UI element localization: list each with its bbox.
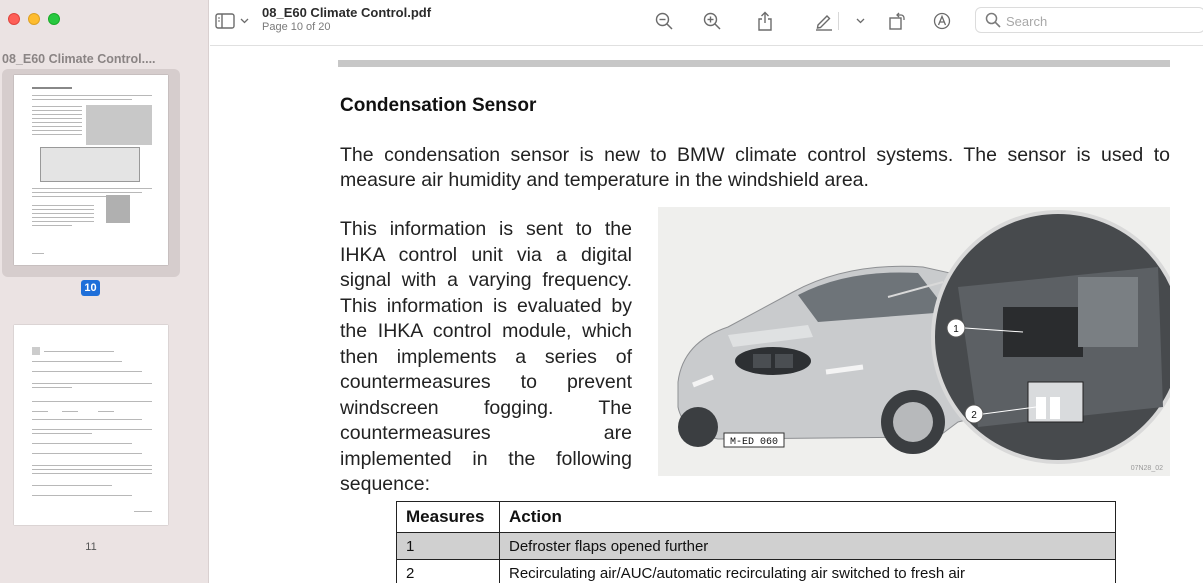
car-sensor-photo: [658, 207, 1170, 476]
page-thumbnail-10[interactable]: [14, 75, 168, 265]
search-input[interactable]: [1006, 12, 1196, 30]
measures-table: [396, 501, 1116, 583]
toolbar-divider: [838, 12, 839, 30]
table-cell-action: Recirculating air/AUC/automatic recirculating air switched to fresh air: [500, 560, 1116, 583]
table-cell-measure: 1: [397, 533, 500, 560]
figure-code: 07N28_02: [1130, 465, 1163, 472]
zoom-out-icon[interactable]: [653, 10, 675, 32]
sidebar-title: 08_E60 Climate Control....: [2, 52, 156, 66]
table-row: [397, 560, 1116, 583]
rotate-icon[interactable]: [886, 10, 908, 32]
sidebar-toggle-icon[interactable]: [214, 10, 236, 32]
license-plate-text: M-ED 060: [729, 437, 779, 448]
header-rule: [338, 60, 1170, 67]
page-number-label: 11: [85, 541, 97, 553]
table-header-action: Action: [500, 502, 1116, 533]
close-window-button[interactable]: [8, 13, 20, 25]
markup-chevron-down-icon[interactable]: [854, 10, 866, 32]
page-thumbnail-11[interactable]: [14, 325, 168, 525]
thumbnail-sidebar: [0, 0, 209, 583]
callout-1: 1: [953, 324, 959, 335]
chevron-down-icon[interactable]: [238, 10, 250, 32]
annotate-icon[interactable]: [931, 10, 953, 32]
table-header-row: [397, 502, 1116, 533]
share-icon[interactable]: [754, 10, 776, 32]
document-title: 08_E60 Climate Control.pdf: [262, 5, 432, 20]
minimize-window-button[interactable]: [28, 13, 40, 25]
body-paragraph: This information is sent to the IHKA control unit via a digital signal with a varying frequency. This information is evaluated by the IHKA control module, which then implements a series of countermeasures to prevent windscreen fogging. The countermeasures are implemented in the following sequence:: [340, 218, 632, 495]
zoom-in-icon[interactable]: [701, 10, 723, 32]
search-field[interactable]: [975, 7, 1203, 33]
table-cell-measure: 2: [397, 560, 500, 583]
page-number-badge-selected: 10: [81, 280, 100, 296]
zoom-window-button[interactable]: [48, 13, 60, 25]
section-heading: Condensation Sensor: [340, 95, 537, 116]
window-controls: [8, 13, 60, 25]
table-header-measures: Measures: [397, 502, 500, 533]
intro-paragraph: The condensation sensor is new to BMW climate control systems. The sensor is used to measure air humidity and temperature in the windshield area.: [340, 144, 1170, 191]
search-icon: [985, 12, 1001, 33]
callout-2: 2: [971, 410, 977, 421]
table-cell-action: Defroster flaps opened further: [500, 533, 1116, 560]
page-indicator: Page 10 of 20: [262, 21, 331, 33]
toolbar: [210, 0, 1203, 46]
markup-pen-icon[interactable]: [813, 10, 835, 32]
pdf-page: [210, 47, 1203, 583]
table-row: [397, 533, 1116, 560]
